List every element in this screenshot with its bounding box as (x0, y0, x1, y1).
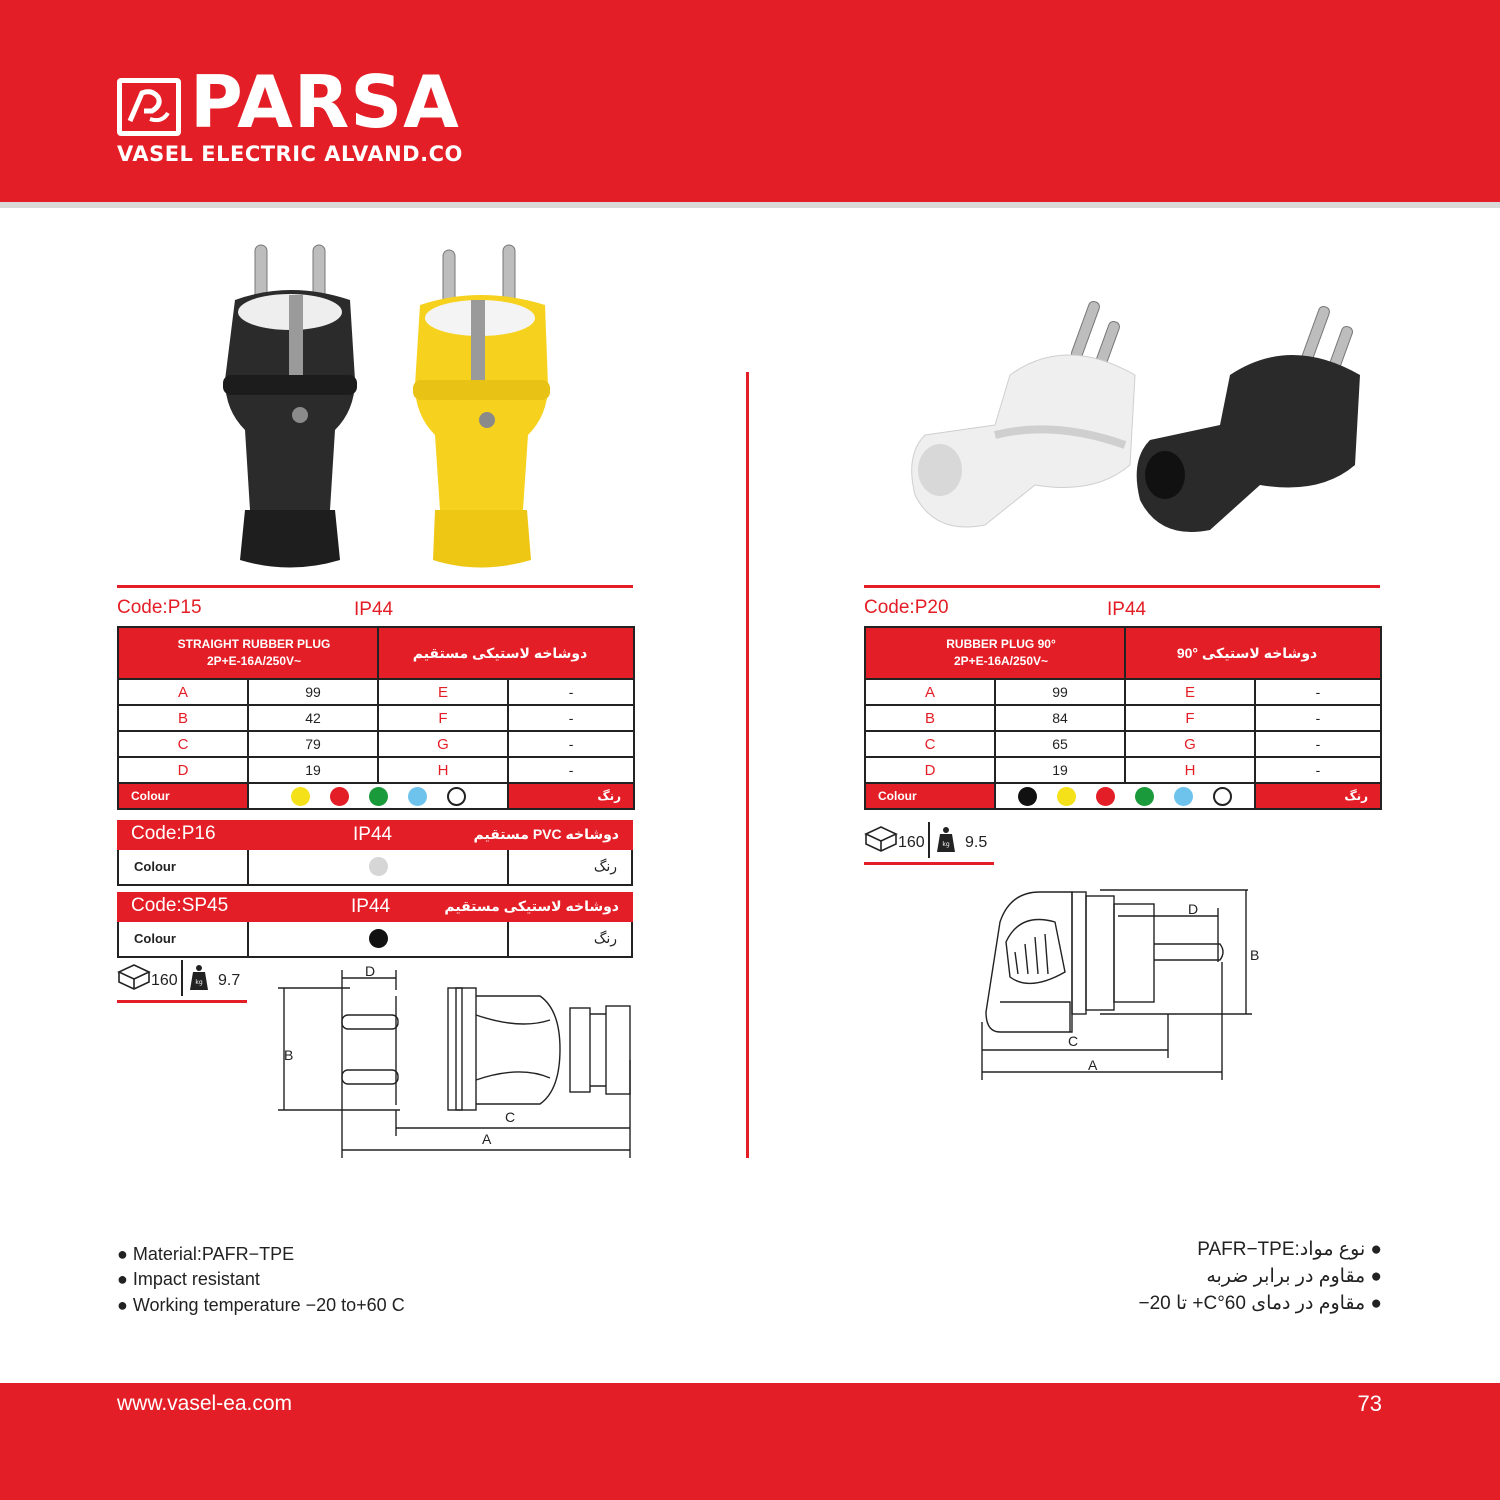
p15-name-en: STRAIGHT RUBBER PLUG 2P+E-16A/250V~ (118, 627, 378, 679)
table-row: A 99 E - (865, 679, 1381, 705)
feature-en-2: ● Impact resistant (117, 1269, 260, 1289)
yellow-straight-plug (413, 245, 550, 568)
colour-swatch (1213, 787, 1232, 806)
sp45-bar (117, 892, 633, 922)
p20-name-fa: دوشاخه لاستیکی °90 (1125, 627, 1381, 679)
table-row: C 79 G - (118, 731, 634, 757)
colour-swatch (408, 787, 427, 806)
box-icon (117, 962, 151, 990)
left-packaging-info (117, 960, 257, 1000)
table-row: D 19 H - (118, 757, 634, 783)
drawing-label-c: C (1068, 1033, 1079, 1049)
sp45-code: Code:SP45 (131, 895, 229, 916)
header-stripe (0, 202, 1500, 208)
p16-ip-rating: IP44 (353, 824, 393, 845)
drawing-label-a: A (1088, 1057, 1098, 1073)
angled-plug-drawing (970, 882, 1270, 1082)
drawing-label-d: D (365, 963, 376, 979)
svg-text:kg: kg (195, 979, 203, 986)
sp45-colour-swatch (369, 929, 388, 948)
p15-code: Code:P15 (117, 597, 202, 618)
p16-code: Code:P16 (131, 823, 216, 844)
box-icon (864, 824, 898, 852)
brand-name: PARSA (190, 60, 460, 144)
p20-colour-row: Colour رنگ (865, 783, 1381, 809)
p15-spec-table (117, 626, 635, 810)
colour-swatch (1135, 787, 1154, 806)
parsa-logo-icon (117, 78, 181, 136)
p16-bar (117, 820, 633, 850)
sp45-name-fa: دوشاخه لاستیکی مستقیم (444, 898, 619, 914)
sp45-colour-row: Colour رنگ (117, 922, 633, 958)
drawing-label-d: D (1188, 901, 1199, 917)
website-link[interactable]: www.vasel-ea.com (117, 1392, 293, 1415)
p20-top-rule (864, 585, 1380, 588)
angled-plugs-photo (895, 295, 1370, 570)
colour-swatch (1096, 787, 1115, 806)
p20-colour-swatches (995, 783, 1255, 809)
right-packaging-info (864, 822, 1004, 862)
colour-swatch (330, 787, 349, 806)
p15-colour-row: Colour رنگ (118, 783, 634, 809)
p15-name-fa: دوشاخه لاستیکی مستقیم (378, 627, 634, 679)
drawing-label-c: C (505, 1109, 516, 1125)
page-number: 73 (1357, 1391, 1382, 1416)
p20-code: Code:P20 (864, 597, 949, 618)
left-pack-qty: 160 (151, 972, 178, 989)
feature-fa-2: ● مقاوم در برابر ضربه (1206, 1266, 1382, 1287)
svg-text:kg: kg (942, 841, 950, 848)
weight-icon (190, 964, 208, 990)
black-straight-plug (223, 245, 357, 568)
table-row: B 42 F - (118, 705, 634, 731)
colour-swatch (1018, 787, 1037, 806)
colour-swatch (291, 787, 310, 806)
colour-swatch (1174, 787, 1193, 806)
p16-name-fa: دوشاخه PVC مستقیم (473, 826, 619, 842)
right-pack-qty: 160 (898, 834, 925, 851)
sp45-ip-rating: IP44 (351, 896, 391, 917)
p20-name-en: RUBBER PLUG 90° 2P+E-16A/250V~ (865, 627, 1125, 679)
feature-en-1: ● Material:PAFR−TPE (117, 1244, 295, 1264)
straight-plugs-photo (215, 240, 565, 575)
p20-spec-table (864, 626, 1382, 810)
p16-colour-swatch (369, 857, 388, 876)
table-row: C 65 G - (865, 731, 1381, 757)
p16-colour-row: Colour رنگ (117, 850, 633, 886)
drawing-label-b: B (284, 1047, 294, 1063)
colour-swatch (1057, 787, 1076, 806)
colour-swatch (447, 787, 466, 806)
drawing-label-a: A (482, 1131, 492, 1147)
brand-subtitle: VASEL ELECTRIC ALVAND.CO (117, 142, 463, 166)
table-row: A 99 E - (118, 679, 634, 705)
weight-icon (937, 826, 955, 852)
straight-plug-drawing (270, 960, 640, 1165)
feature-fa-1: ● نوع مواد:PAFR−TPE (1197, 1239, 1382, 1260)
black-angled-plug (1137, 305, 1360, 532)
right-pack-weight: 9.5 (965, 834, 988, 851)
left-pack-weight: 9.7 (218, 972, 241, 989)
colour-swatch (369, 787, 388, 806)
feature-fa-3: ● مقاوم در دمای 60°C+ تا 20− (1138, 1293, 1382, 1314)
p15-top-rule (117, 585, 633, 588)
column-divider (746, 372, 749, 1158)
feature-en-3: ● Working temperature −20 to+60 C (117, 1295, 405, 1315)
white-angled-plug (912, 300, 1135, 527)
p20-ip-rating: IP44 (1107, 599, 1147, 620)
p15-ip-rating: IP44 (354, 599, 394, 620)
drawing-label-b: B (1250, 947, 1260, 963)
p15-colour-swatches (248, 783, 508, 809)
table-row: B 84 F - (865, 705, 1381, 731)
table-row: D 19 H - (865, 757, 1381, 783)
